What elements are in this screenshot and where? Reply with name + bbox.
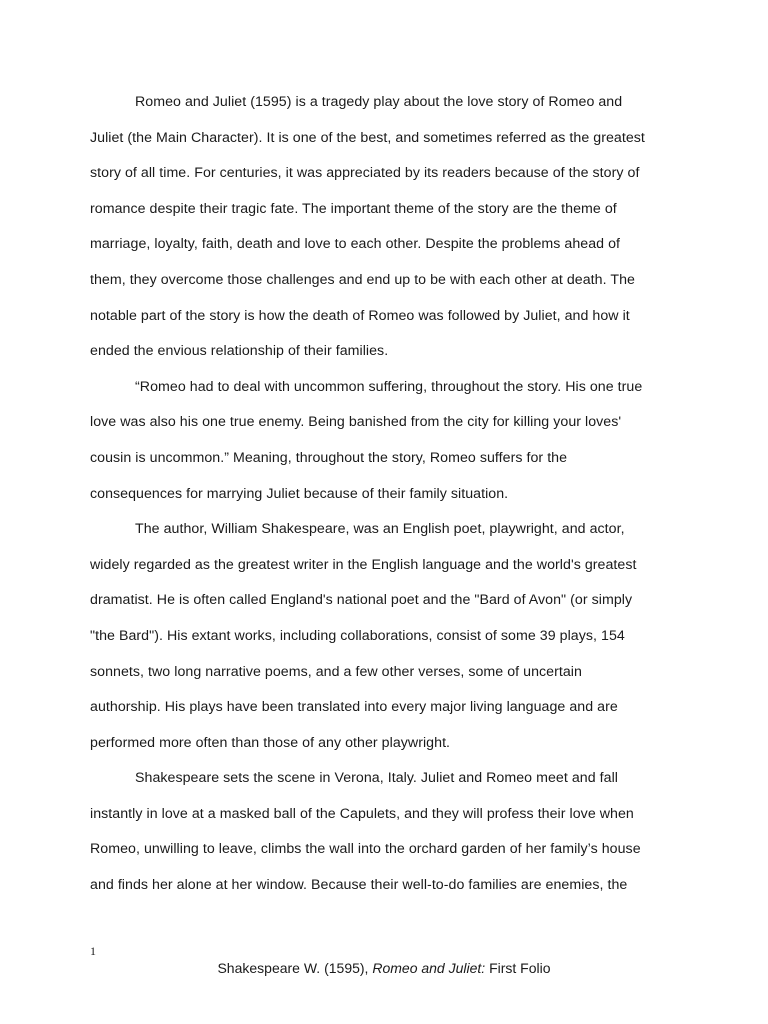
text-line: and finds her alone at her window. Because their well-to-do families are enemies, the xyxy=(90,877,628,894)
text-line: love was also his one true enemy. Being banished from the city for killing your loves' xyxy=(90,414,622,431)
text-line: authorship. His plays have been translated into every major living language and are xyxy=(90,699,618,716)
paragraph-4 xyxy=(90,761,680,903)
text-line: Juliet (the Main Character). It is one of the best, and sometimes referred as the greatest xyxy=(90,129,645,146)
text-line: consequences for marrying Juliet because of their family situation. xyxy=(90,485,509,502)
text-line: them, they overcome those challenges and end up to be with each other at death. The xyxy=(90,271,635,288)
document-body xyxy=(90,85,680,904)
paragraph-1 xyxy=(90,85,680,370)
text-line: Shakespeare sets the scene in Verona, Italy. Juliet and Romeo meet and fall xyxy=(135,770,618,787)
text-line: Romeo, unwilling to leave, climbs the wall into the orchard garden of her family’s house xyxy=(90,841,641,858)
paragraph-2 xyxy=(90,370,680,512)
footnote-title: Romeo and Juliet: xyxy=(372,960,486,976)
footnote-marker: 1 xyxy=(90,944,96,958)
text-line: dramatist. He is often called England's national poet and the "Bard of Avon" (or simply xyxy=(90,592,633,609)
text-line: romance despite their tragic fate. The important theme of the story are the theme of xyxy=(90,200,617,217)
paragraph-3 xyxy=(90,512,680,761)
text-line: “Romeo had to deal with uncommon suffering, throughout the story. His one true xyxy=(135,378,643,395)
text-line: The author, William Shakespeare, was an English poet, playwright, and actor, xyxy=(135,521,625,538)
text-line: sonnets, two long narrative poems, and a few other verses, some of uncertain xyxy=(90,663,582,680)
footnote xyxy=(0,960,768,976)
text-line: instantly in love at a masked ball of the Capulets, and they will profess their love when xyxy=(90,805,634,822)
footnote-prefix: Shakespeare W. (1595), xyxy=(217,960,373,976)
footnote-suffix: First Folio xyxy=(485,960,551,976)
text-line: "the Bard"). His extant works, including collaborations, consist of some 39 plays, 154 xyxy=(90,627,625,644)
text-line: widely regarded as the greatest writer in the English language and the world's greatest xyxy=(90,556,637,573)
text-line: marriage, loyalty, faith, death and love to each other. Despite the problems ahead of xyxy=(90,236,621,253)
text-line: Romeo and Juliet (1595) is a tragedy play about the love story of Romeo and xyxy=(135,94,623,110)
text-line: performed more often than those of any other playwright. xyxy=(90,734,451,751)
text-line: story of all time. For centuries, it was appreciated by its readers because of the story of xyxy=(90,165,640,182)
text-line: cousin is uncommon.” Meaning, throughout the story, Romeo suffers for the xyxy=(90,449,568,466)
text-line: ended the envious relationship of their families. xyxy=(90,343,389,360)
text-line: notable part of the story is how the death of Romeo was followed by Juliet, and how it xyxy=(90,307,630,324)
